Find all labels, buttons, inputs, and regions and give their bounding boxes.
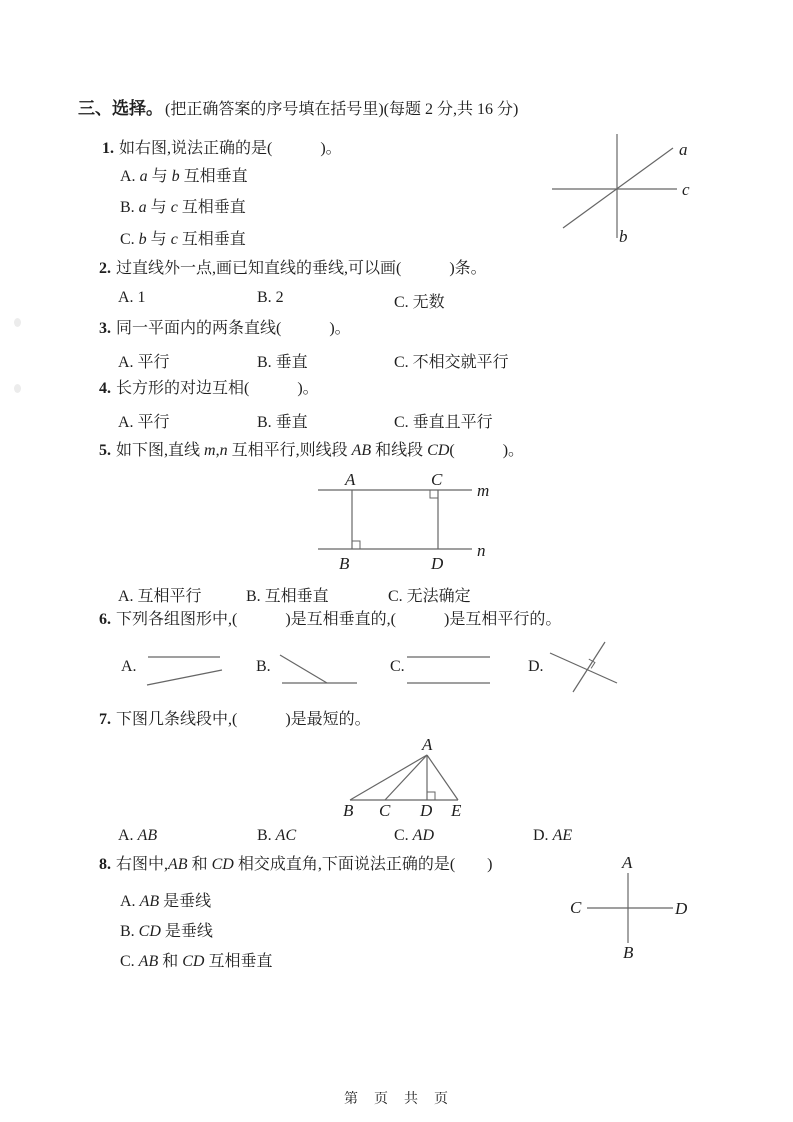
q4-option-c: C. 垂直且平行 bbox=[394, 414, 493, 431]
figure-q6-c-parallel-lines bbox=[402, 650, 497, 690]
q3-option-a: A. 平行 bbox=[118, 354, 170, 371]
q6-option-letter-c: C. bbox=[390, 658, 405, 675]
figure-q7-segment-ae bbox=[427, 755, 458, 800]
q3-option-b: B. 垂直 bbox=[257, 354, 308, 371]
section-header bbox=[78, 99, 518, 120]
q8-option-a: A. AB 是垂线 bbox=[120, 893, 212, 910]
q2-option-a: A. 1 bbox=[118, 289, 146, 306]
figure-q7-label-D: D bbox=[420, 801, 433, 820]
figure-q7-label-C: C bbox=[379, 801, 391, 820]
figure-q8-label-A: A bbox=[622, 853, 633, 872]
q7-option-d: D. AE bbox=[533, 827, 573, 844]
question-8-number: 8. bbox=[99, 856, 111, 873]
figure-q6-d-line1 bbox=[573, 642, 605, 692]
q5-option-c: C. 无法确定 bbox=[388, 588, 471, 605]
scan-artifact bbox=[14, 318, 21, 327]
figure-q8-label-C: C bbox=[570, 898, 582, 917]
q6-option-letter-d: D. bbox=[528, 658, 544, 675]
question-2-number: 2. bbox=[99, 260, 111, 277]
q8-option-c: C. AB 和 CD 互相垂直 bbox=[120, 953, 273, 970]
question-1 bbox=[102, 139, 342, 159]
figure-q6-b-line1 bbox=[280, 655, 327, 683]
figure-q7-label-A: A bbox=[422, 735, 433, 754]
q2-option-b: B. 2 bbox=[257, 289, 284, 306]
q5-option-b: B. 互相垂直 bbox=[246, 588, 329, 605]
q6-option-letter-b: B. bbox=[256, 658, 271, 675]
question-6-text: 下列各组图形中,( )是互相垂直的,( )是互相平行的。 bbox=[116, 611, 562, 628]
question-7-text: 下图几条线段中,( )是最短的。 bbox=[116, 711, 371, 728]
figure-q5-label-m: m bbox=[477, 481, 490, 500]
question-5-number: 5. bbox=[99, 442, 111, 459]
question-6 bbox=[99, 610, 561, 630]
figure-q6-d-right-angle bbox=[589, 659, 595, 668]
question-5-text: 如下图,直线 m,n 互相平行,则线段 AB 和线段 CD( )。 bbox=[116, 442, 525, 459]
figure-q5-right-angle-c bbox=[430, 490, 438, 498]
q8-option-b: B. CD 是垂线 bbox=[120, 923, 213, 940]
question-7 bbox=[99, 710, 371, 730]
figure-q6-d-perpendicular-lines bbox=[542, 638, 627, 700]
figure-q7-segment-ab bbox=[350, 755, 427, 800]
q2-option-c: C. 无数 bbox=[394, 294, 445, 311]
figure-q5-label-C: C bbox=[431, 470, 443, 489]
figure-q1-label-b: b bbox=[619, 227, 628, 246]
figure-q1-label-c: c bbox=[682, 180, 690, 199]
question-1-number: 1. bbox=[102, 140, 114, 157]
question-3 bbox=[99, 319, 351, 339]
q4-option-a: A. 平行 bbox=[118, 414, 170, 431]
question-3-number: 3. bbox=[99, 320, 111, 337]
figure-q7-segment-ac bbox=[385, 755, 427, 800]
figure-q6-d-line2 bbox=[550, 653, 617, 683]
question-8 bbox=[99, 855, 492, 875]
q6-option-letter-a: A. bbox=[121, 658, 137, 675]
figure-q1-line-a bbox=[563, 148, 673, 228]
figure-q8-perpendicular-cross bbox=[568, 850, 698, 962]
question-3-text: 同一平面内的两条直线( )。 bbox=[116, 320, 351, 337]
q7-option-a: A. AB bbox=[118, 827, 158, 844]
figure-q7-label-B: B bbox=[343, 801, 354, 820]
page-footer: 第 页 共 页 bbox=[344, 1092, 449, 1107]
figure-q5-label-B: B bbox=[339, 554, 350, 573]
figure-q6-b-intersecting-lines bbox=[272, 650, 367, 690]
question-7-number: 7. bbox=[99, 711, 111, 728]
figure-q7-label-E: E bbox=[451, 801, 462, 820]
question-2-text: 过直线外一点,画已知直线的垂线,可以画( )条。 bbox=[116, 260, 487, 277]
question-5 bbox=[99, 441, 524, 461]
question-8-text: 右图中,AB 和 CD 相交成直角,下面说法正确的是( ) bbox=[116, 856, 493, 873]
q5-option-a: A. 互相平行 bbox=[118, 588, 202, 605]
question-6-number: 6. bbox=[99, 611, 111, 628]
question-2 bbox=[99, 259, 487, 279]
section-title: 三、选择。 bbox=[78, 99, 163, 118]
q7-option-b: B. AC bbox=[257, 827, 297, 844]
figure-q5-parallel-lines bbox=[305, 468, 505, 578]
figure-q5-label-D: D bbox=[431, 554, 444, 573]
figure-q5-label-A: A bbox=[345, 470, 356, 489]
figure-q8-label-D: D bbox=[675, 899, 688, 918]
figure-q7-segments-from-point bbox=[338, 736, 473, 820]
q3-option-c: C. 不相交就平行 bbox=[394, 354, 509, 371]
q1-option-b: B. a 与 c 互相垂直 bbox=[120, 199, 246, 216]
figure-q7-right-angle-d bbox=[427, 792, 435, 800]
section-instructions: (把正确答案的序号填在括号里)(每题 2 分,共 16 分) bbox=[165, 101, 519, 118]
figure-q6-a-nonparallel-lines bbox=[140, 650, 235, 692]
figure-q5-right-angle-b bbox=[352, 541, 360, 549]
question-4 bbox=[99, 379, 319, 399]
figure-q1-crossing-lines bbox=[545, 128, 695, 246]
q1-option-c: C. b 与 c 互相垂直 bbox=[120, 231, 246, 248]
q7-option-c: C. AD bbox=[394, 827, 434, 844]
figure-q5-label-n: n bbox=[477, 541, 486, 560]
figure-q1-label-a: a bbox=[679, 140, 688, 159]
q4-option-b: B. 垂直 bbox=[257, 414, 308, 431]
q1-option-a: A. a 与 b 互相垂直 bbox=[120, 168, 248, 185]
scan-artifact bbox=[14, 384, 21, 393]
figure-q6-a-line2 bbox=[147, 670, 222, 685]
figure-q8-label-B: B bbox=[623, 943, 634, 962]
question-4-text: 长方形的对边互相( )。 bbox=[116, 380, 319, 397]
question-1-text: 如右图,说法正确的是( )。 bbox=[119, 140, 342, 157]
question-4-number: 4. bbox=[99, 380, 111, 397]
